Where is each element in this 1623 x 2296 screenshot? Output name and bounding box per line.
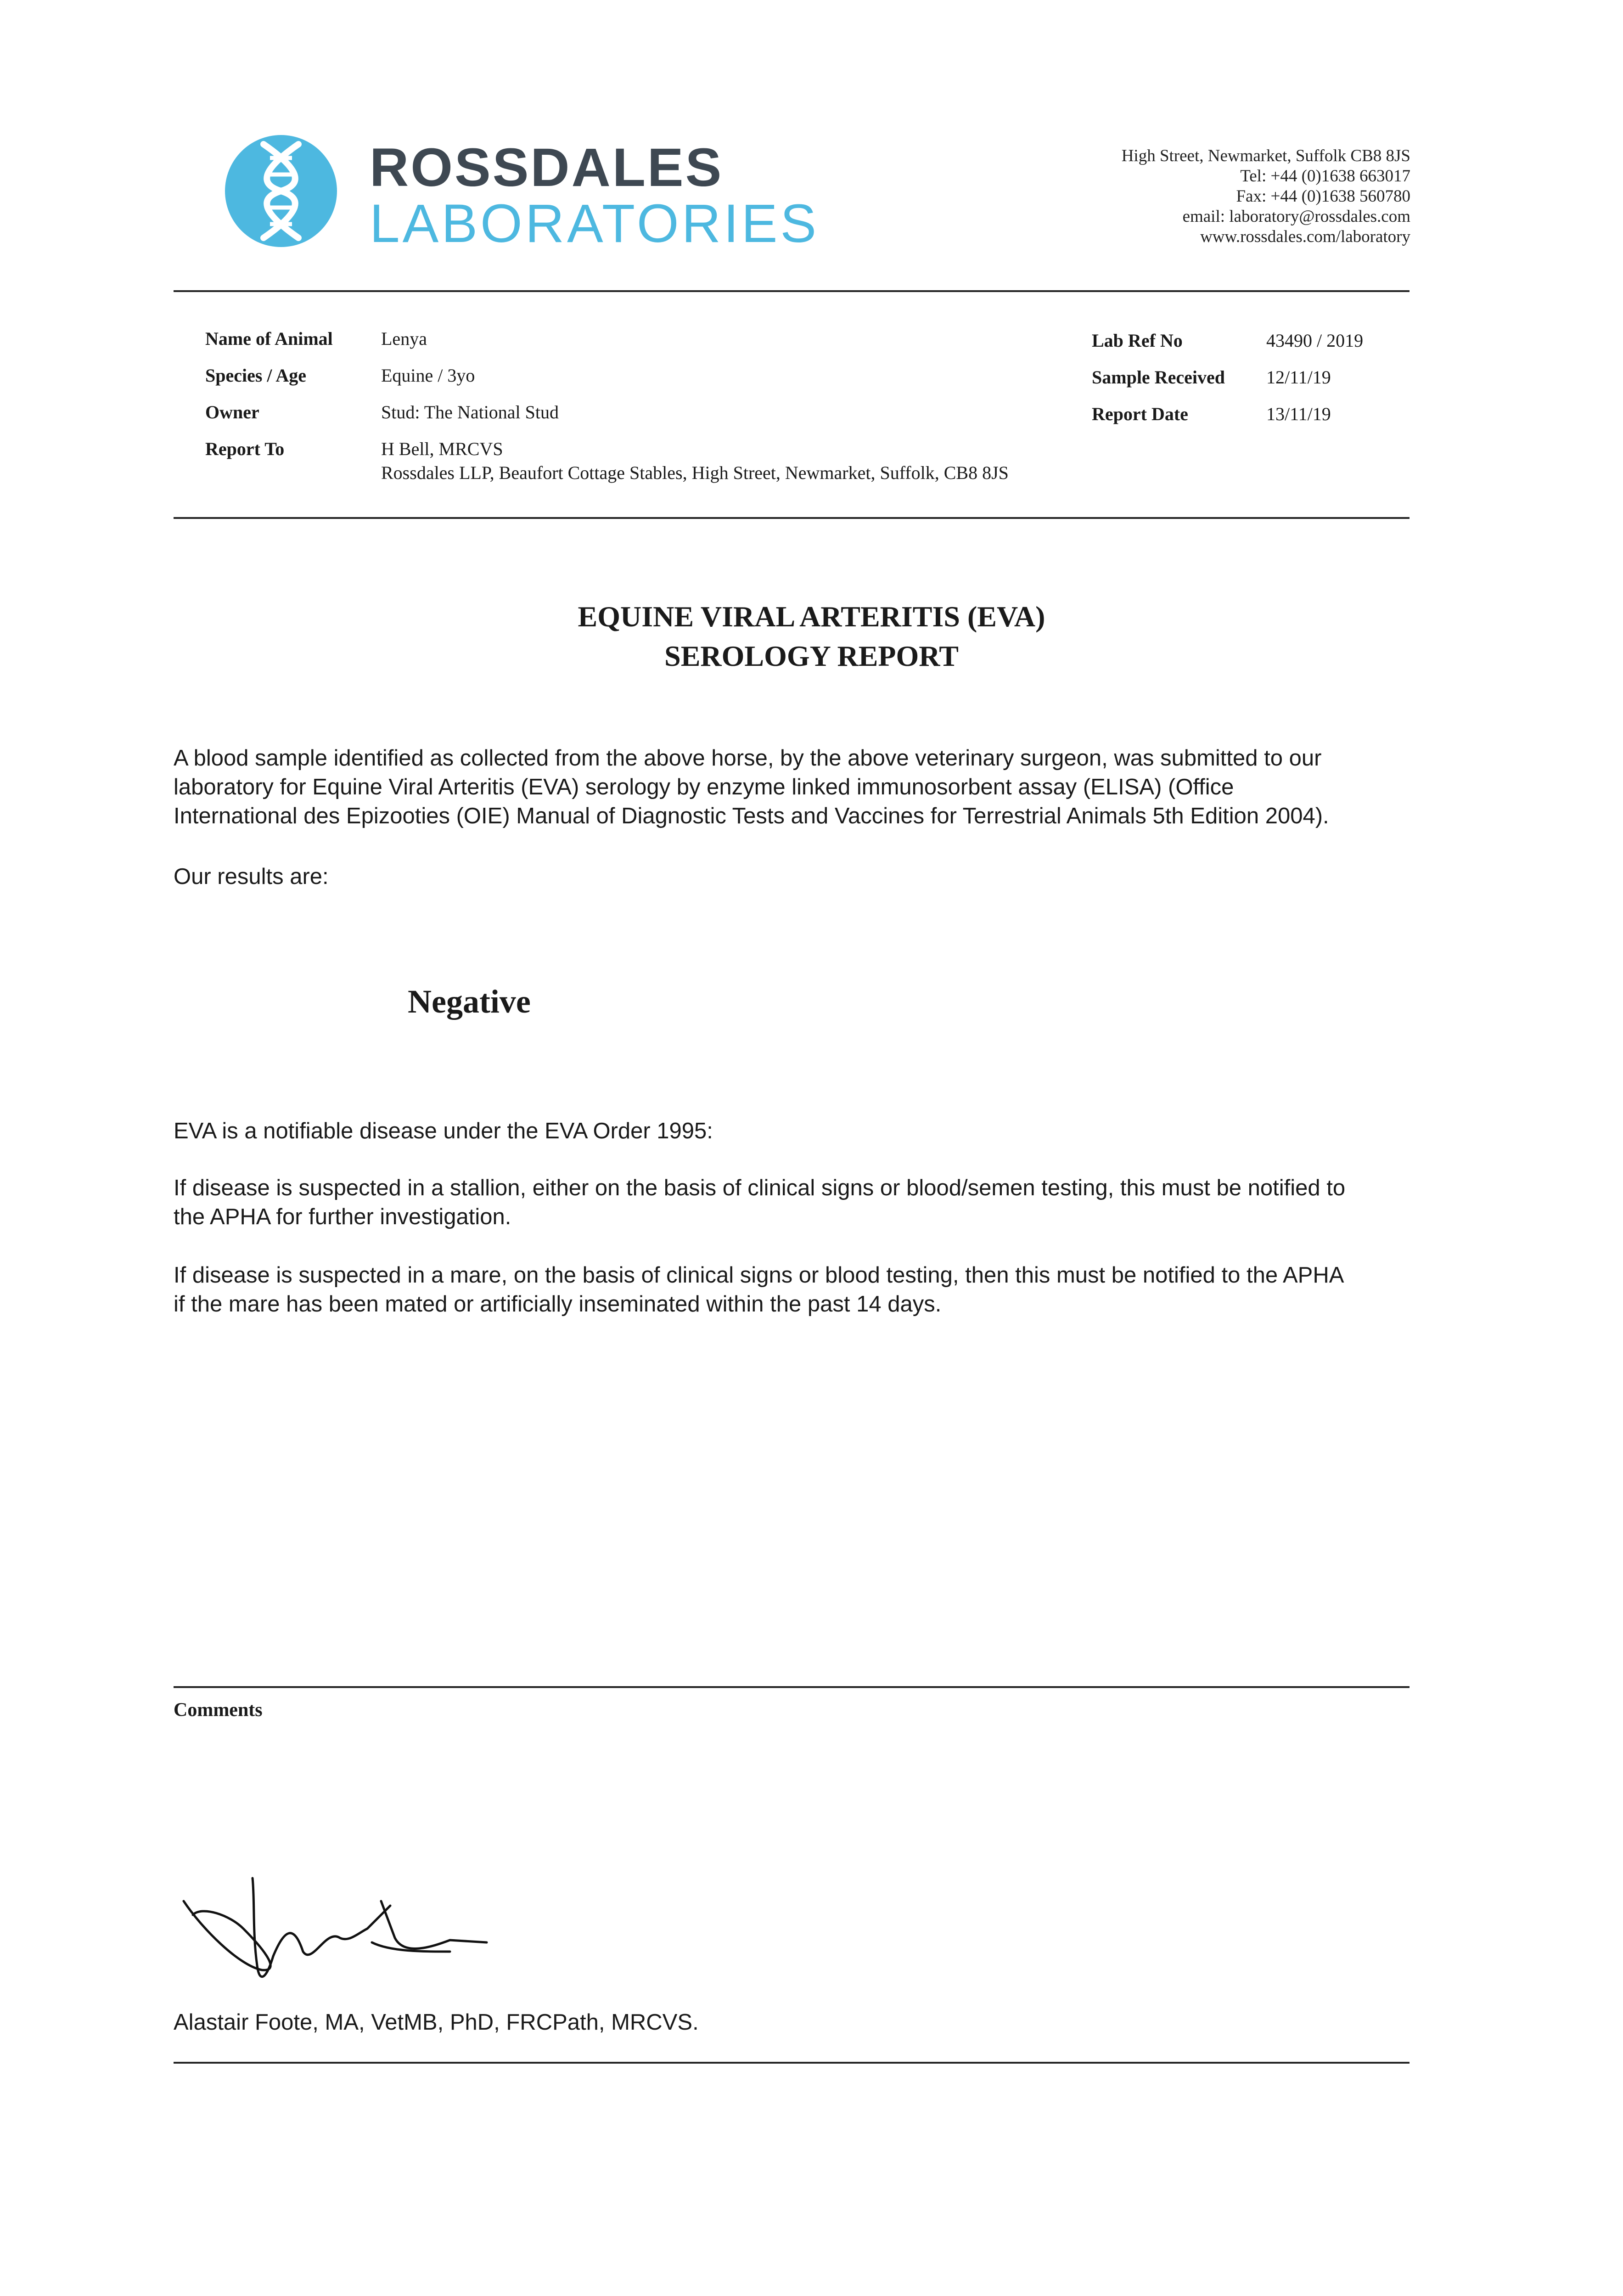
divider	[174, 2062, 1410, 2064]
contact-tel: Tel: +44 (0)1638 663017	[1240, 167, 1410, 186]
intro-line: A blood sample identified as collected from the above horse, by the above veterinary surgeon, was submitted to our	[174, 746, 1322, 771]
notifiable-statement: EVA is a notifiable disease under the EVA Order 1995:	[174, 1119, 713, 1143]
stallion-line: If disease is suspected in a stallion, either on the basis of clinical signs or blood/semen testing, this must be notified to	[174, 1176, 1346, 1200]
stallion-line: the APHA for further investigation.	[174, 1204, 511, 1229]
brand-name: ROSSDALES	[370, 137, 724, 198]
mare-line: if the mare has been mated or artificially inseminated within the past 14 days.	[174, 1292, 942, 1317]
report-subtitle: SEROLOGY REPORT	[664, 640, 959, 672]
intro-line: laboratory for Equine Viral Arteritis (EVA) serology by enzyme linked immunosorbent assay (ELISA) (Office	[174, 775, 1234, 799]
lab-ref-value: 43490 / 2019	[1266, 330, 1364, 351]
dna-helix-icon	[224, 134, 338, 248]
contact-website[interactable]: www.rossdales.com/laboratory	[1200, 227, 1410, 246]
sample-received-value: 12/11/19	[1266, 367, 1331, 388]
report-title: EQUINE VIRAL ARTERITIS (EVA)	[578, 600, 1045, 633]
owner-value: Stud: The National Stud	[381, 402, 559, 422]
species-age-value: Equine / 3yo	[381, 365, 475, 386]
name-of-animal-label: Name of Animal	[205, 328, 333, 349]
divider	[174, 290, 1410, 292]
name-of-animal-value: Lenya	[381, 328, 427, 349]
lab-ref-label: Lab Ref No	[1092, 330, 1183, 351]
contact-block	[1122, 146, 1410, 247]
contact-email[interactable]: email: laboratory@rossdales.com	[1182, 207, 1410, 226]
intro-paragraph	[174, 744, 1413, 831]
species-age-label: Species / Age	[205, 365, 306, 386]
stallion-paragraph	[174, 1174, 1413, 1232]
sample-received-label: Sample Received	[1092, 367, 1225, 388]
report-date-value: 13/11/19	[1266, 404, 1331, 424]
divider	[174, 1686, 1410, 1688]
signatory-name: Alastair Foote, MA, VetMB, PhD, FRCPath, MRCVS.	[174, 2010, 699, 2035]
results-intro: Our results are:	[174, 864, 329, 889]
brand-subtitle: LABORATORIES	[370, 193, 820, 254]
contact-fax: Fax: +44 (0)1638 560780	[1236, 187, 1410, 206]
signature	[174, 1874, 505, 1993]
report-to-address: Rossdales LLP, Beaufort Cottage Stables, High Street, Newmarket, Suffolk, CB8 8JS	[381, 462, 1009, 483]
owner-label: Owner	[205, 402, 259, 422]
mare-line: If disease is suspected in a mare, on the basis of clinical signs or blood testing, then this must be notified to the APHA	[174, 1263, 1344, 1288]
divider	[174, 517, 1410, 519]
comments-label: Comments	[174, 1699, 263, 1721]
report-to-label: Report To	[205, 439, 285, 459]
report-date-label: Report Date	[1092, 404, 1188, 424]
mare-paragraph	[174, 1261, 1413, 1319]
intro-line: International des Epizooties (OIE) Manual of Diagnostic Tests and Vaccines for Terrestrial Animals 5th Edition 2004).	[174, 804, 1329, 828]
test-result: Negative	[408, 983, 531, 1020]
report-to-name: H Bell, MRCVS	[381, 439, 503, 459]
contact-address: High Street, Newmarket, Suffolk CB8 8JS	[1121, 146, 1410, 165]
